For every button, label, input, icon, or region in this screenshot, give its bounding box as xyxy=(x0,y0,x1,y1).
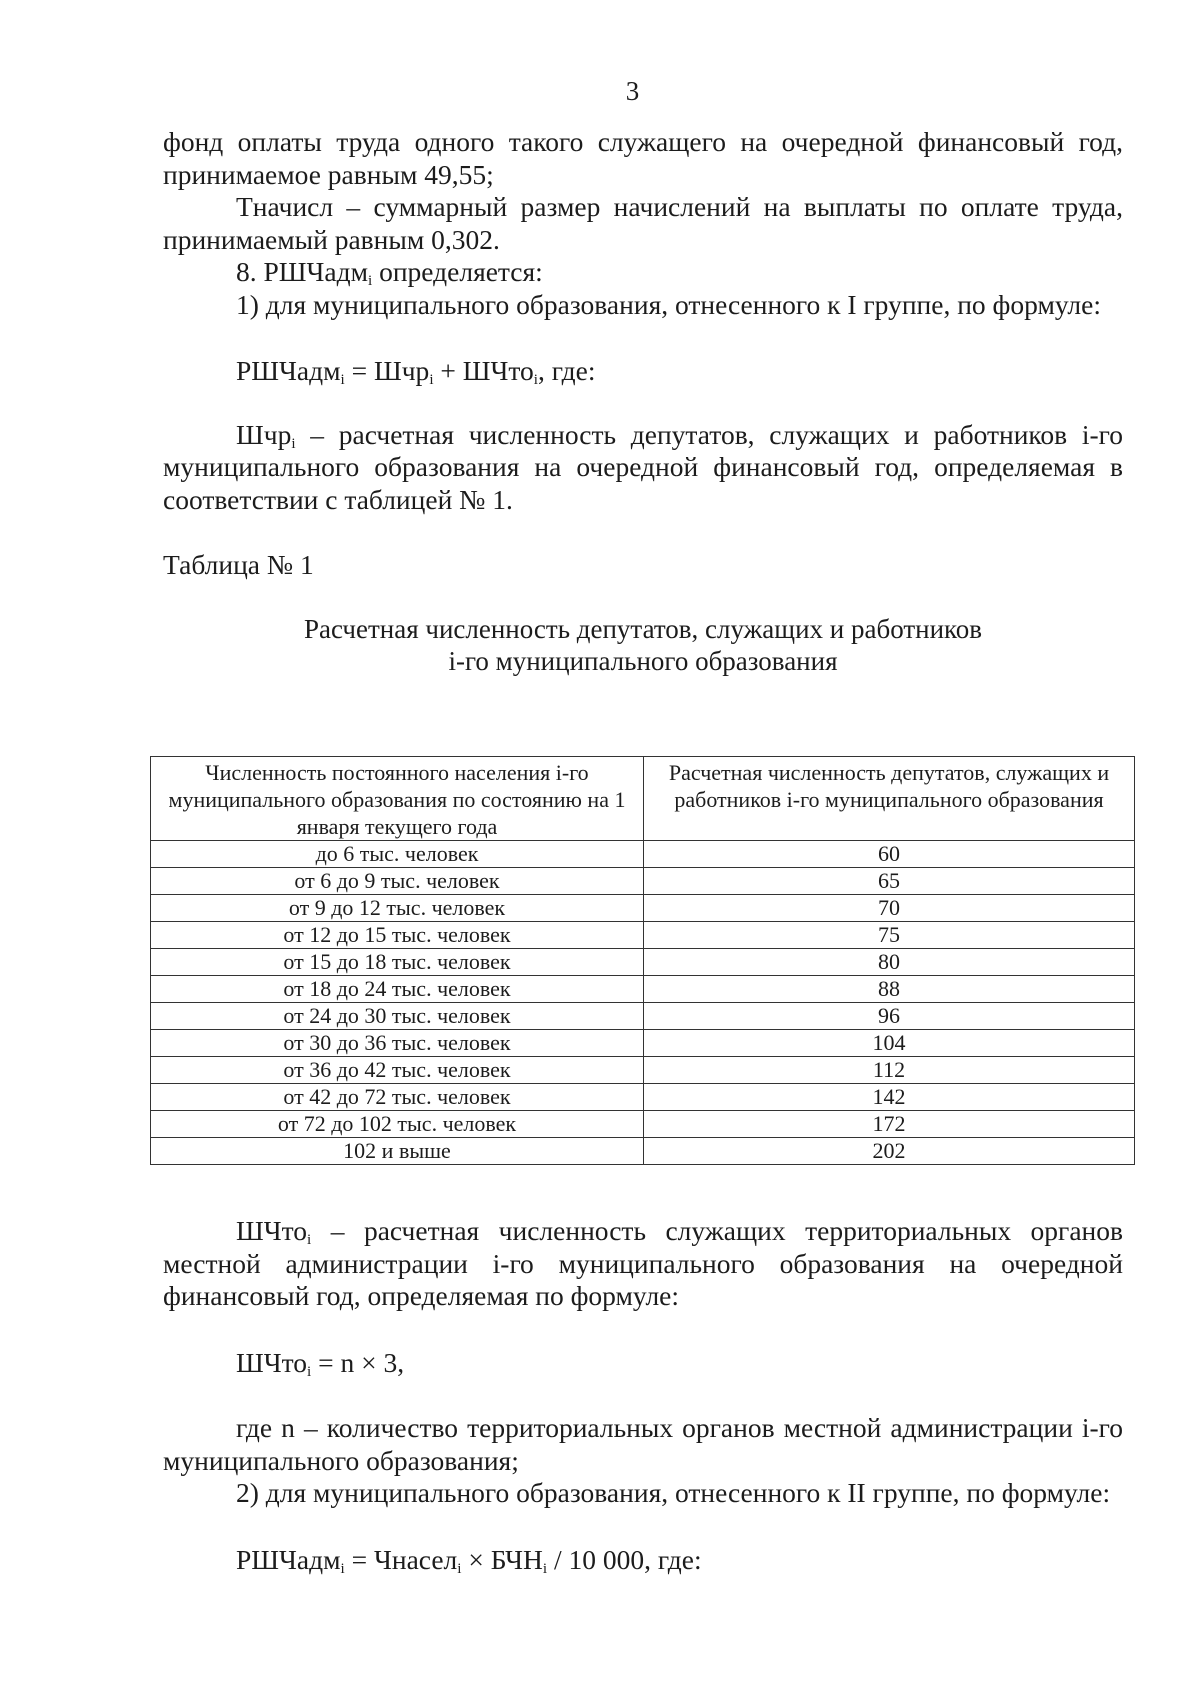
cell-population: от 24 до 30 тыс. человек xyxy=(151,1003,644,1030)
table-row xyxy=(151,895,1135,922)
population-staff-table xyxy=(150,756,1135,1165)
cell-population: от 9 до 12 тыс. человек xyxy=(151,895,644,922)
cell-population: до 6 тыс. человек xyxy=(151,841,644,868)
table-row xyxy=(151,1138,1135,1165)
table-body xyxy=(151,841,1135,1165)
paragraph-n-definition: где n – количество территориальных органов местной администрации i-го муниципального образования; xyxy=(163,1412,1123,1476)
table-row xyxy=(151,1057,1135,1084)
table-row xyxy=(151,922,1135,949)
cell-staff-count: 104 xyxy=(644,1030,1135,1057)
table-row xyxy=(151,868,1135,895)
cell-staff-count: 142 xyxy=(644,1084,1135,1111)
cell-staff-count: 80 xyxy=(644,949,1135,976)
formula-shchto: ШЧто$_i$ = n × 3, xyxy=(236,1346,405,1380)
cell-population: от 18 до 24 тыс. человек xyxy=(151,976,644,1003)
document-body xyxy=(163,126,1123,677)
cell-staff-count: 70 xyxy=(644,895,1135,922)
cell-population: 102 и выше xyxy=(151,1138,644,1165)
cell-population: от 6 до 9 тыс. человек xyxy=(151,868,644,895)
cell-population: от 42 до 72 тыс. человек xyxy=(151,1084,644,1111)
paragraph-shchto-definition: ШЧто$_i$ – расчетная численность служащих территориальных органов местной администрации i-го муниципального образования на очередной финансовый год, определяемая по формуле: xyxy=(163,1215,1123,1311)
table-row xyxy=(151,1084,1135,1111)
paragraph-accruals: Тначисл – суммарный размер начислений на выплаты по оплате труда, принимаемый равным 0,302. xyxy=(163,191,1123,255)
cell-population: от 36 до 42 тыс. человек xyxy=(151,1057,644,1084)
cell-staff-count: 96 xyxy=(644,1003,1135,1030)
header-staff-count: Расчетная численность депутатов, служащих и работников i-го муниципального образования xyxy=(644,757,1135,841)
table-header-row xyxy=(151,757,1135,841)
table-row xyxy=(151,949,1135,976)
table-title: Расчетная численность депутатов, служащих и работников i-го муниципального образования xyxy=(303,613,983,676)
paragraph-item-8: 8. РШЧадм$_i$ определяется: xyxy=(236,256,543,289)
table-caption: Таблица № 1 xyxy=(163,549,314,580)
cell-staff-count: 65 xyxy=(644,868,1135,895)
paragraph-group-1: 1) для муниципального образования, отнесенного к I группе, по формуле: xyxy=(236,288,1101,320)
cell-staff-count: 202 xyxy=(644,1138,1135,1165)
table-row xyxy=(151,1111,1135,1138)
paragraph-fund: фонд оплаты труда одного такого служащего на очередной финансовый год, принимаемое равным 49,55; xyxy=(163,126,1123,190)
cell-population: от 12 до 15 тыс. человек xyxy=(151,922,644,949)
paragraph-shchr-definition: Шчр$_i$ – расчетная численность депутатов, служащих и работников i-го муниципального образования на очередной финансовый год, определяемая в соответствии с таблицей № 1. xyxy=(163,418,1123,515)
formula-rshchadm-group2: РШЧадм$_i$ = Чнасел$_i$ × $БЧН_i / 10$ 000, где: xyxy=(236,1543,702,1577)
page-number: 3 xyxy=(625,76,640,106)
cell-population: от 15 до 18 тыс. человек xyxy=(151,949,644,976)
formula-rshchadm-group1: РШЧадм$_i$ = Шчр$_i$ + ШЧто$_i$, где: xyxy=(236,355,596,388)
cell-staff-count: 172 xyxy=(644,1111,1135,1138)
table-row xyxy=(151,841,1135,868)
header-population: Численность постоянного населения i-го муниципального образования по состоянию на 1 января текущего года xyxy=(151,757,644,841)
paragraph-group-2: 2) для муниципального образования, отнесенного к II группе, по формуле: xyxy=(236,1477,1111,1508)
table-row xyxy=(151,1030,1135,1057)
document-body-continued xyxy=(163,1215,1123,1609)
cell-staff-count: 75 xyxy=(644,922,1135,949)
cell-staff-count: 60 xyxy=(644,841,1135,868)
table-row xyxy=(151,1003,1135,1030)
cell-population: от 30 до 36 тыс. человек xyxy=(151,1030,644,1057)
cell-staff-count: 88 xyxy=(644,976,1135,1003)
cell-population: от 72 до 102 тыс. человек xyxy=(151,1111,644,1138)
cell-staff-count: 112 xyxy=(644,1057,1135,1084)
table-row xyxy=(151,976,1135,1003)
